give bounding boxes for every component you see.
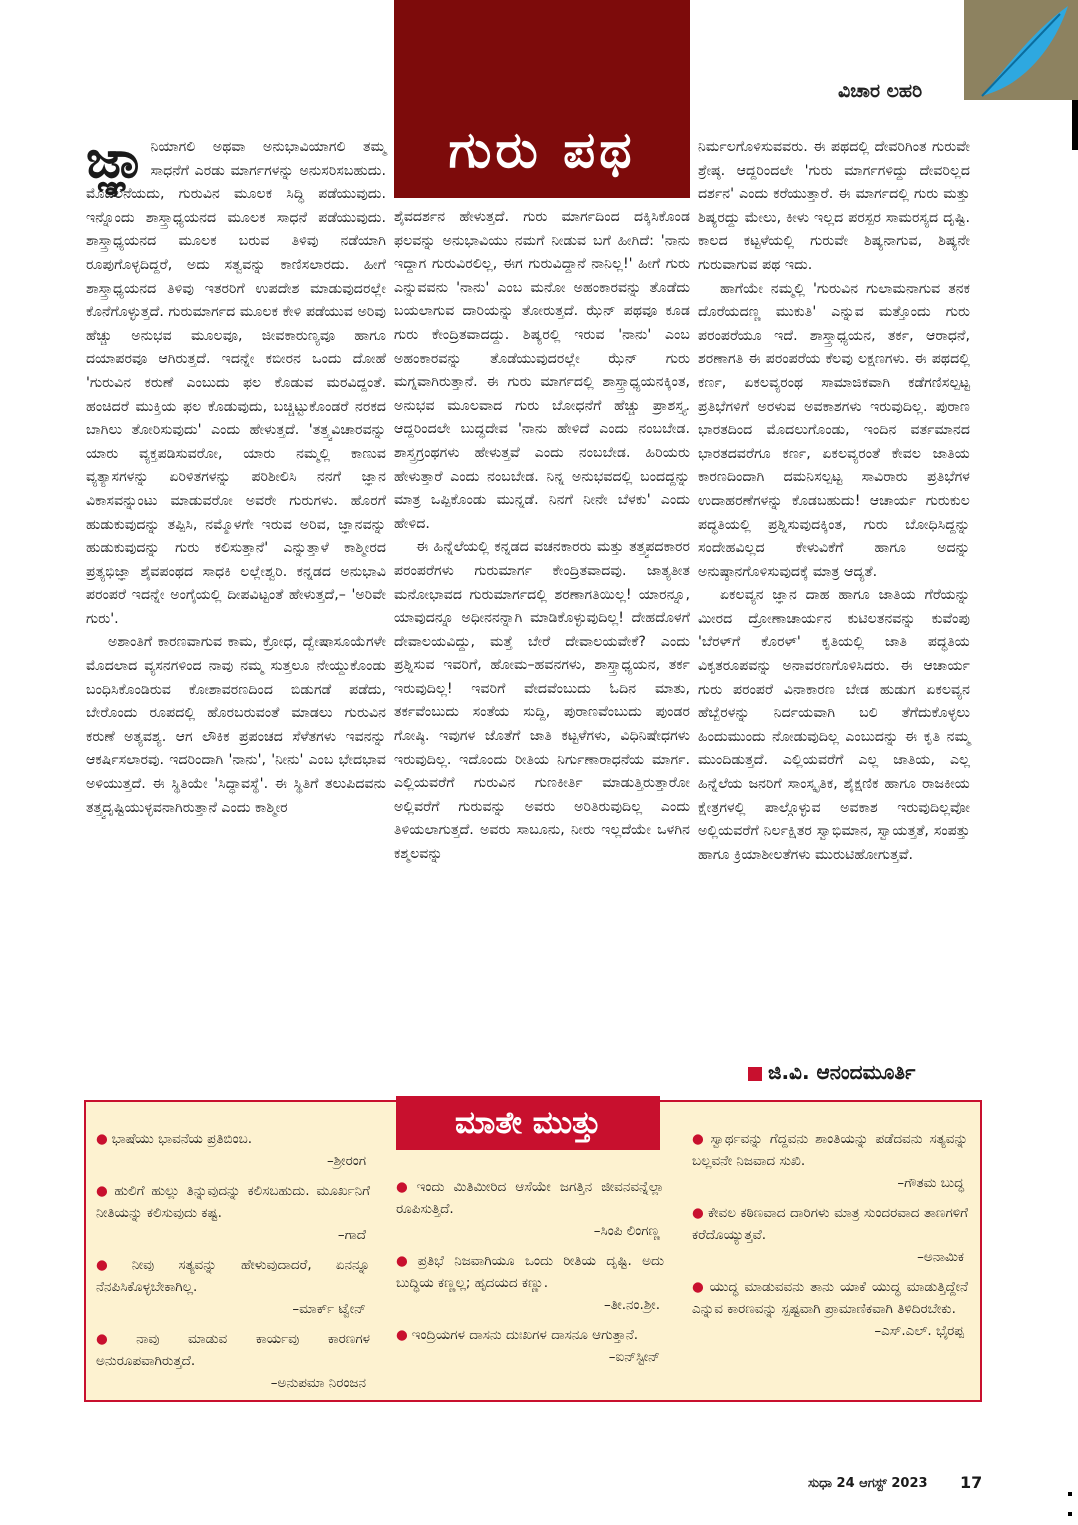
quote-item: [396, 1324, 664, 1368]
quote-text: ಯುದ್ಧ ಮಾಡುವವನು ತಾನು ಯಾಕೆ ಯುದ್ಧ ಮಾಡುತ್ತಿದ್ದೇನೆ ಎನ್ನುವ ಕಾರಣವನ್ನು ಸ್ಪಷ್ಟವಾಗಿ ಪ್ರಾಮಾಣಿಕವಾಗಿ ತಿಳಿದಿರಬೇಕು.: [692, 1279, 969, 1317]
quote-item: [692, 1276, 968, 1342]
quote-item: [692, 1202, 968, 1268]
feather-quill-icon: [964, 0, 1078, 100]
quote-text: ನೀವು ಸತ್ಯವನ್ನು ಹೇಳುವುದಾದರೆ, ಏನನ್ನೂ ನೆನಪಿಸಿಕೊಳ್ಳಬೇಕಾಗಿಲ್ಲ.: [96, 1257, 370, 1295]
quote-text: ನಾವು ಮಾಡುವ ಕಾರ್ಯವು ಕಾರಣಗಳ ಅನುರೂಪವಾಗಿರುತ್ತದೆ.: [96, 1331, 370, 1369]
quote-text: ಕೇವಲ ಕಠಿಣವಾದ ದಾರಿಗಳು ಮಾತ್ರ ಸುಂದರವಾದ ತಾಣಗಳಿಗೆ ಕರೆದೊಯ್ಯುತ್ತವೆ.: [692, 1205, 968, 1243]
feather-svg: [964, 0, 1078, 100]
article-paragraph: ಶೈವದರ್ಶನ ಹೇಳುತ್ತದೆ. ಗುರು ಮಾರ್ಗದಿಂದ ದಕ್ಕಿಸಿಕೊಂಡ ಫಲವನ್ನು ಅನುಭಾವಿಯು ನಮಗೆ ನೀಡುವ ಬಗೆ ಹೀಗಿದೆ: 'ನಾನು ಇದ್ದಾಗ ಗುರುವಿರಲಿಲ್ಲ, ಈಗ ಗುರುವಿದ್ದಾನೆ ನಾನಿಲ್ಲ!' ಹೀಗೆ ಗುರು ಎನ್ನುವವನು 'ನಾನು' ಎಂಬ ಮನೋ ಅಹಂಕಾರವನ್ನು ತೊಡೆದು ಬಯಲಾಗುವ ದಾರಿಯನ್ನು ತೋರುತ್ತದೆ. ಝೆನ್ ಪಥವೂ ಕೂಡ ಗುರು ಕೇಂದ್ರಿತವಾದದ್ದು. ಶಿಷ್ಯರಲ್ಲಿ ಇರುವ 'ನಾನು' ಎಂಬ ಅಹಂಕಾರವನ್ನು ತೊಡೆಯುವುದರಲ್ಲೇ ಝೆನ್ ಗುರು ಮಗ್ನವಾಗಿರುತ್ತಾನೆ. ಈ ಗುರು ಮಾರ್ಗದಲ್ಲಿ ಶಾಸ್ತ್ರಾಧ್ಯಯನಕ್ಕಿಂತ, ಅನುಭವ ಮೂಲವಾದ ಗುರು ಬೋಧನೆಗೆ ಹೆಚ್ಚು ಪ್ರಾಶಸ್ತ್ಯ. ಆದ್ದರಿಂದಲೇ ಬುದ್ಧದೇವ 'ನಾನು ಹೇಳಿದೆ ಎಂದು ನಂಬಬೇಡ. ಶಾಸ್ತ್ರಗ್ರಂಥಗಳು ಹೇಳುತ್ತವೆ ಎಂದು ನಂಬಬೇಡ. ಹಿರಿಯರು ಹೇಳುತ್ತಾರೆ ಎಂದು ನಂಬಬೇಡ. ನಿನ್ನ ಅನುಭವದಲ್ಲಿ ಬಂದದ್ದನ್ನು ಮಾತ್ರ ಒಪ್ಪಿಕೊಂಡು ಮುನ್ನಡೆ. ನಿನಗೆ ನೀನೇ ಬೆಳಕು' ಎಂದು ಹೇಳಿದ.: [394, 209, 690, 532]
quote-author: –ಅನುಪಮಾ ನಿರಂಜನ: [270, 1375, 366, 1391]
author-byline: [748, 1060, 915, 1084]
crop-mark: [1068, 1512, 1072, 1516]
article-paragraph: ನಿರ್ಮಲಗೊಳಿಸುವವರು. ಈ ಪಥದಲ್ಲಿ ದೇವರಿಗಿಂತ ಗುರುವೇ ಶ್ರೇಷ್ಠ. ಆದ್ದರಿಂದಲೇ 'ಗುರು ಮಾರ್ಗಗಳಿದ್ದು ದೇವರಿಲ್ಲದ ದರ್ಶನ' ಎಂದು ಕರೆಯುತ್ತಾರೆ. ಈ ಮಾರ್ಗದಲ್ಲಿ ಗುರು ಮತ್ತು ಶಿಷ್ಯರದ್ದು ಮೇಲು, ಕೀಳು ಇಲ್ಲದ ಪರಸ್ಪರ ಸಾಮರಸ್ಯದ ದೃಷ್ಟಿ. ಕಾಲದ ಕಟ್ಟಳೆಯಲ್ಲಿ ಗುರುವೇ ಶಿಷ್ಯನಾಗುವ, ಶಿಷ್ಯನೇ ಗುರುವಾಗುವ ಪಥ ಇದು.: [698, 139, 970, 273]
quote-text: ಭಾಷೆಯು ಭಾವನೆಯ ಪ್ರತಿಬಿಂಬ.: [111, 1131, 253, 1147]
article-column-3: [698, 136, 970, 867]
quote-text: ಪ್ರತಿಭೆ ನಿಜವಾಗಿಯೂ ಒಂದು ರೀತಿಯ ದೃಷ್ಟಿ. ಅದು ಬುದ್ಧಿಯ ಕಣ್ಣಲ್ಲ; ಹೃದಯದ ಕಣ್ಣು.: [396, 1253, 664, 1291]
section-label: ವಿಚಾರ ಲಹರಿ: [838, 80, 923, 102]
article-paragraph: [86, 130, 386, 631]
article-paragraph: ಅಶಾಂತಿಗೆ ಕಾರಣವಾಗುವ ಕಾಮ, ಕ್ರೋಧ, ದ್ವೇಷಾಸೂಯೆಗಳೇ ಮೊದಲಾದ ವ್ಯಸನಗಳಿಂದ ನಾವು ನಮ್ಮ ಸುತ್ತಲೂ ನೇಯ್ದುಕೊಂಡು ಬಂಧಿಸಿಕೊಂಡಿರುವ ಕೋಶಾವರಣದಿಂದ ಬಿಡುಗಡೆ ಪಡೆದು, ಬೇರೊಂದು ರೂಪದಲ್ಲಿ ಹೊರಬರುವಂತೆ ಮಾಡಲು ಗುರುವಿನ ಕರುಣೆ ಅತ್ಯವಶ್ಯ. ಆಗ ಲೌಕಿಕ ಪ್ರಪಂಚದ ಸೆಳೆತಗಳು ಇವನನ್ನು ಆಕರ್ಷಿಸಲಾರವು. ಇದರಿಂದಾಗಿ 'ನಾನು', 'ನೀನು' ಎಂಬ ಭೇದಭಾವ ಅಳಿಯುತ್ತದೆ. ಈ ಸ್ಥಿತಿಯೇ 'ಸಿದ್ಧಾವಸ್ಥೆ'. ಈ ಸ್ಥಿತಿಗೆ ತಲುಪಿದವನು ತತ್ತ್ವದೃಷ್ಟಿಯುಳ್ಳವನಾಗಿರುತ್ತಾನೆ ಎಂದು ಕಾಶ್ಮೀರ: [86, 634, 386, 816]
author-name: ಜಿ.ವಿ. ಆನಂದಮೂರ್ತಿ: [768, 1060, 916, 1084]
article-column-1: [86, 130, 386, 820]
dropcap: ಜ್ಞಾ: [86, 130, 147, 190]
quote-author: –ಶ್ರೀರಂಗ: [326, 1153, 366, 1169]
quote-author: –ಎಸ್.ಎಲ್. ಭೈರಪ್ಪ: [874, 1323, 964, 1339]
bullet-icon: ●: [96, 1131, 108, 1147]
article-paragraph: ಏಕಲವ್ಯನ ಜ್ಞಾನ ದಾಹ ಹಾಗೂ ಜಾತಿಯ ಗೆರೆಯನ್ನು ಮೀರದ ದ್ರೋಣಾಚಾರ್ಯನ ಕುಟಿಲತನವನ್ನು ಕುವೆಂಪು 'ಬೆರಳ್‌ಗೆ ಕೊರಳ್' ಕೃತಿಯಲ್ಲಿ ಜಾತಿ ಪದ್ಧತಿಯ ವಿಕೃತರೂಪವನ್ನು ಅನಾವರಣಗೊಳಿಸಿದರು. ಈ ಆಚಾರ್ಯ ಗುರು ಪರಂಪರೆ ವಿನಾಕಾರಣ ಬೇಡ ಹುಡುಗ ಏಕಲವ್ಯನ ಹೆಬ್ಬೆರಳನ್ನು ನಿರ್ದಯವಾಗಿ ಬಲಿ ತೆಗೆದುಕೊಳ್ಳಲು ಹಿಂದುಮುಂದು ನೋಡುವುದಿಲ್ಲ ಎಂಬುದನ್ನು ಈ ಕೃತಿ ನಮ್ಮ ಮುಂದಿಡುತ್ತದೆ. ಎಲ್ಲಿಯವರೆಗೆ ಎಲ್ಲ ಜಾತಿಯ, ಎಲ್ಲ ಹಿನ್ನೆಲೆಯ ಜನರಿಗೆ ಸಾಂಸ್ಕೃತಿಕ, ಶೈಕ್ಷಣಿಕ ಹಾಗೂ ರಾಜಕೀಯ ಕ್ಷೇತ್ರಗಳಲ್ಲಿ ಪಾಲ್ಗೊಳ್ಳುವ ಅವಕಾಶ ಇರುವುದಿಲ್ಲವೋ ಅಲ್ಲಿಯವರೆಗೆ ನಿರ್ಲಕ್ಷಿತರ ಸ್ವಾಭಿಮಾನ, ಸ್ವಾಯತ್ತತೆ, ಸಂಪತ್ತು ಹಾಗೂ ಕ್ರಿಯಾಶೀಲತೆಗಳು ಮುರುಟಿಹೋಗುತ್ತವೆ.: [698, 587, 970, 863]
bullet-icon: ●: [96, 1331, 133, 1347]
corner-bar: [1072, 100, 1078, 150]
quote-author: –ಮಾರ್ಕ್ ಟ್ವೇನ್: [292, 1301, 366, 1317]
bullet-icon: ●: [396, 1327, 408, 1343]
quote-item: [396, 1250, 664, 1316]
page-title: ಗುರು ಪಥ: [448, 121, 636, 179]
quote-item: [692, 1128, 968, 1194]
quote-item: [396, 1176, 664, 1242]
bullet-icon: ●: [692, 1205, 705, 1221]
crop-mark: [1068, 1492, 1072, 1496]
quote-author: –ತೀ.ನಂ.ಶ್ರೀ.: [603, 1297, 660, 1313]
quote-text: ಇಂದು ಮಿತಿಮೀರಿದ ಆಸೆಯೇ ಜಗತ್ತಿನ ಜೀವನವನ್ನೆಲ್ಲಾ ರೂಪಿಸುತ್ತಿದೆ.: [396, 1179, 664, 1217]
quote-author: –ಗೌತಮ ಬುದ್ಧ: [897, 1175, 964, 1191]
quote-text: ಹುಲಿಗೆ ಹುಲ್ಲು ತಿನ್ನುವುದನ್ನು ಕಲಿಸಬಹುದು. ಮೂರ್ಖನಿಗೆ ನೀತಿಯನ್ನು ಕಲಿಸುವುದು ಕಷ್ಟ.: [96, 1183, 371, 1221]
article-paragraph: ಹಾಗೆಯೇ ನಮ್ಮಲ್ಲಿ 'ಗುರುವಿನ ಗುಲಾಮನಾಗುವ ತನಕ ದೊರೆಯದಣ್ಣ ಮುಕುತಿ' ಎನ್ನುವ ಮತ್ತೊಂದು ಗುರು ಪರಂಪರೆಯೂ ಇದೆ. ಶಾಸ್ತ್ರಾಧ್ಯಯನ, ತರ್ಕ, ಆರಾಧನೆ, ಶರಣಾಗತಿ ಈ ಪರಂಪರೆಯ ಕೆಲವು ಲಕ್ಷಣಗಳು. ಈ ಪಥದಲ್ಲಿ ಕರ್ಣ, ಏಕಲವ್ಯರಂಥ ಸಾಮಾಜಿಕವಾಗಿ ಕಡೆಗಣಿಸಲ್ಪಟ್ಟ ಪ್ರತಿಭೆಗಳಿಗೆ ಅರಳುವ ಅವಕಾಶಗಳು ಇರುವುದಿಲ್ಲ. ಪುರಾಣ ಭಾರತದಿಂದ ಮೊದಲುಗೊಂಡು, ಇಂದಿನ ವರ್ತಮಾನದ ಭಾರತದವರೆಗೂ ಕರ್ಣ, ಏಕಲವ್ಯರಂತೆ ಕೇವಲ ಜಾತಿಯ ಕಾರಣದಿಂದಾಗಿ ದಮನಿಸಲ್ಪಟ್ಟ ಸಾವಿರಾರು ಪ್ರತಿಭೆಗಳ ಉದಾಹರಣೆಗಳನ್ನು ಕೊಡಬಹುದು! ಆಚಾರ್ಯ ಗುರುಕುಲ ಪದ್ಧತಿಯಲ್ಲಿ ಪ್ರಶ್ನಿಸುವುದಕ್ಕಿಂತ, ಗುರು ಬೋಧಿಸಿದ್ದನ್ನು ಸಂದೇಹವಿಲ್ಲದ ಕೇಳುವಿಕೆಗೆ ಹಾಗೂ ಅದನ್ನು ಅನುಷ್ಠಾನಗೊಳಿಸುವುದಕ್ಕೆ ಮಾತ್ರ ಆದ್ಯತೆ.: [698, 280, 970, 580]
quote-author: –ಐನ್‌ಸ್ಟೀನ್: [608, 1349, 660, 1365]
bullet-icon: ●: [692, 1279, 706, 1295]
quote-item: [96, 1128, 370, 1172]
bullet-icon: ●: [96, 1257, 128, 1273]
title-banner: [394, 0, 690, 198]
bullet-icon: ●: [396, 1253, 414, 1269]
quote-item: [96, 1328, 370, 1394]
paragraph-text: ನಿಯಾಗಲಿ ಅಥವಾ ಅನುಭಾವಿಯಾಗಲಿ ತಮ್ಮ ಸಾಧನೆಗೆ ಎರಡು ಮಾರ್ಗಗಳನ್ನು ಅನುಸರಿಸಬಹುದು. ಮೊದಲನೆಯದು, ಗುರುವಿನ ಮೂಲಕ ಸಿದ್ಧಿ ಪಡೆಯುವುದು. ಇನ್ನೊಂದು ಶಾಸ್ತ್ರಾಧ್ಯಯನದ ಮೂಲಕ ಸಾಧನೆ ಪಡೆಯುವುದು. ಶಾಸ್ತ್ರಾಧ್ಯಯನದ ಮೂಲಕ ಬರುವ ತಿಳಿವು ನಡೆಯಾಗಿ ರೂಪುಗೊಳ್ಳದಿದ್ದರೆ, ಅದು ಸತ್ವವನ್ನು ಕಾಣಿಸಲಾರದು. ಹೀಗೆ ಶಾಸ್ತ್ರಾಧ್ಯಯನದ ತಿಳಿವು ಇತರರಿಗೆ ಉಪದೇಶ ಮಾಡುವುದರಲ್ಲೇ ಕೊನೆಗೊಳ್ಳುತ್ತದೆ. ಗುರುಮಾರ್ಗದ ಮೂಲಕ ಕೇಳಿ ಪಡೆಯುವ ಅರಿವು ಹೆಚ್ಚು ಅನುಭವ ಮೂಲವೂ, ಜೀವಕಾರುಣ್ಯವೂ ಹಾಗೂ ದಯಾಪರವೂ ಆಗಿರುತ್ತದೆ. ಇದನ್ನೇ ಕಬೀರನ ಒಂದು ದೋಹೆ 'ಗುರುವಿನ ಕರುಣೆ ಎಂಬುದು ಫಲ ಕೊಡುವ ಮರವಿದ್ದಂತೆ. ಹಂಚಿದರೆ ಮುಕ್ತಿಯ ಫಲ ಕೊಡುವುದು, ಬಚ್ಚಿಟ್ಟುಕೊಂಡರೆ ನರಕದ ಬಾಗಿಲು ತೋರಿಸುವುದು' ಎಂದು ಹೇಳುತ್ತದೆ. 'ತತ್ತ್ವವಿಚಾರವನ್ನು ಯಾರು ವ್ಯಕ್ತಪಡಿಸುವರೋ, ಯಾರು ನಮ್ಮಲ್ಲಿ ಕಾಣುವ ವ್ಯತ್ಯಾಸಗಳನ್ನು ಏರಿಳಿತಗಳನ್ನು ಪರಿಶೀಲಿಸಿ ನನಗೆ ಜ್ಞಾನ ವಿಕಾಸವನ್ನುಂಟು ಮಾಡುವರೋ ಅವರೇ ಗುರುಗಳು. ಹೊರಗೆ ಹುಡುಕುವುದನ್ನು ತಪ್ಪಿಸಿ, ನಮ್ಮೊಳಗೇ ಇರುವ ಅರಿವ, ಜ್ಞಾನವನ್ನು ಹುಡುಕುವುದನ್ನು ಗುರು ಕಲಿಸುತ್ತಾನೆ' ಎನ್ನುತ್ತಾಳೆ ಕಾಶ್ಮೀರದ ಪ್ರತ್ಯಭಿಜ್ಞಾ ಶೈವಪಂಥದ ಸಾಧಕಿ ಲಲ್ಲೇಶ್ವರಿ. ಕನ್ನಡದ ಅನುಭಾವಿ ಪರಂಪರೆ ಇದನ್ನೇ ಅಂಗೈಯಲ್ಲಿ ದೀಪವಿಟ್ಟಂತೆ ಹೇಳುತ್ತದೆ,– 'ಅರಿವೇ ಗುರು'.: [86, 139, 386, 627]
quotes-column-1: [96, 1128, 370, 1402]
bullet-icon: ●: [96, 1183, 111, 1199]
footer-issue: ಸುಧಾ 24 ಆಗಸ್ಟ್ 2023: [808, 1476, 928, 1491]
quote-text: ಸ್ವಾರ್ಥವನ್ನು ಗೆದ್ದವನು ಶಾಂತಿಯನ್ನು ಪಡೆದವನು ಸತ್ಯವನ್ನು ಬಲ್ಲವನೇ ನಿಜವಾದ ಸುಖಿ.: [692, 1131, 968, 1169]
quotes-title: ಮಾತೇ ಮುತ್ತು: [396, 1096, 660, 1150]
quote-author: –ಅನಾಮಿಕ: [917, 1249, 964, 1265]
quotes-column-3: [692, 1128, 968, 1350]
page-number: 17: [960, 1473, 983, 1492]
quote-item: [96, 1254, 370, 1320]
red-square-icon: [748, 1067, 762, 1081]
quote-author: –ಗಾದೆ: [337, 1227, 366, 1243]
quote-item: [96, 1180, 370, 1246]
quote-text: ಇಂದ್ರಿಯಗಳ ದಾಸನು ದುಃಖಗಳ ದಾಸನೂ ಆಗುತ್ತಾನೆ.: [411, 1327, 639, 1343]
bullet-icon: ●: [396, 1179, 413, 1195]
quote-author: –ಸಿಂಪಿ ಲಿಂಗಣ್ಣ: [593, 1223, 660, 1239]
bullet-icon: ●: [692, 1131, 707, 1147]
quotes-column-2: [396, 1176, 664, 1376]
article-column-2: [394, 206, 690, 867]
article-paragraph: ಈ ಹಿನ್ನೆಲೆಯಲ್ಲಿ ಕನ್ನಡದ ವಚನಕಾರರು ಮತ್ತು ತತ್ತ್ವಪದಕಾರರ ಪರಂಪರೆಗಳು ಗುರುಮಾರ್ಗ ಕೇಂದ್ರಿತವಾದವು. ಜಾತ್ಯತೀತ ಮನೋಭಾವದ ಗುರುಮಾರ್ಗದಲ್ಲಿ ಶರಣಾಗತಿಯಿಲ್ಲ! ಯಾರನ್ನೂ, ಯಾವುದನ್ನೂ ಅಧೀನನನ್ನಾಗಿ ಮಾಡಿಕೊಳ್ಳುವುದಿಲ್ಲ! ದೇಹದೊಳಗೆ ದೇವಾಲಯವಿದ್ದು, ಮತ್ತೆ ಬೇರೆ ದೇವಾಲಯವೇಕೆ? ಎಂದು ಪ್ರಶ್ನಿಸುವ ಇವರಿಗೆ, ಹೋಮ–ಹವನಗಳು, ಶಾಸ್ತ್ರಾಧ್ಯಯನ, ತರ್ಕ ಇರುವುದಿಲ್ಲ! ಇವರಿಗೆ ವೇದವೆಂಬುದು ಓದಿನ ಮಾತು, ತರ್ಕವೆಂಬುದು ಸಂತೆಯ ಸುದ್ದಿ, ಪುರಾಣವೆಂಬುದು ಪುಂಡರ ಗೋಷ್ಠಿ. ಇವುಗಳ ಜೊತೆಗೆ ಜಾತಿ ಕಟ್ಟಳೆಗಳು, ವಿಧಿನಿಷೇಧಗಳು ಇರುವುದಿಲ್ಲ. ಇದೊಂದು ರೀತಿಯ ನಿರ್ಗುಣಾರಾಧನೆಯ ಮಾರ್ಗ. ಎಲ್ಲಿಯವರೆಗೆ ಗುರುವಿನ ಗುಣಕೀರ್ತಿ ಮಾಡುತ್ತಿರುತ್ತಾರೋ ಅಲ್ಲಿವರೆಗೆ ಗುರುವನ್ನು ಅವರು ಅರಿತಿರುವುದಿಲ್ಲ ಎಂದು ತಿಳಿಯಲಾಗುತ್ತದೆ. ಅವರು ಸಾಬೂನು, ನೀರು ಇಲ್ಲದೆಯೇ ಒಳಗಿನ ಕಶ್ಮಲವನ್ನು: [394, 539, 690, 863]
